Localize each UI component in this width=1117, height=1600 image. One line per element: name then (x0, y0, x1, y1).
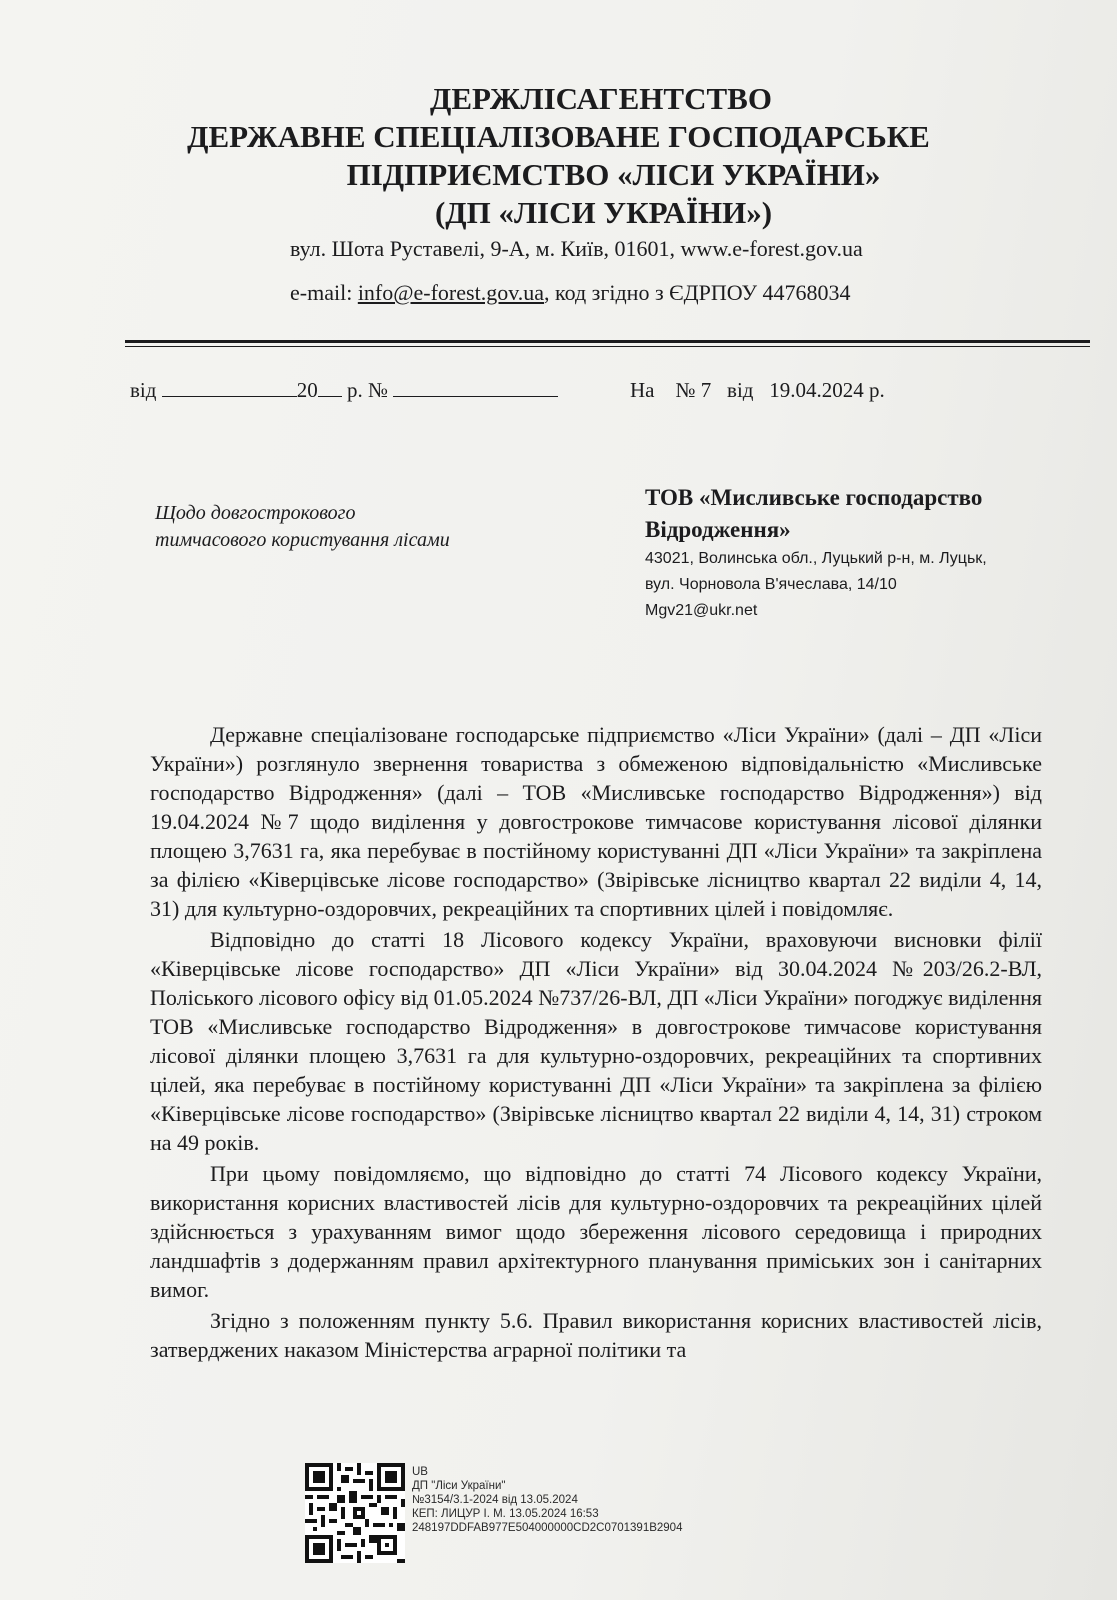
letterhead-rule-thick (125, 340, 1090, 343)
number-label: р. № (346, 378, 388, 402)
recipient-address-line2: вул. Чорновола В'ячеслава, 14/10 (645, 576, 897, 593)
stamp-line-1: UB (412, 1466, 428, 1478)
letterhead-address: вул. Шота Руставелі, 9-А, м. Київ, 01601, www.e-forest.gov.ua (290, 236, 863, 261)
email-link[interactable]: info@e-forest.gov.ua (357, 280, 545, 305)
outgoing-ref-line (130, 378, 558, 403)
paragraph-1: Державне спеціалізоване господарське підприємство «Ліси України» (далі – ДП «Ліси України») розглянуло звернення товариства з обмеженою відповідальністю «Мисливське господарство Відродження» (далі – ТОВ «Мисливське господарство Відродження») від 19.04.2024 №7 щодо виділення у довгострокове тимчасове користування лісової ділянки площею 3,7631 га, яка перебуває в постійному користуванні ДП «Ліси України» та закріплена за філією «Ківерцівське лісове господарство» (Звірівське лісництво квартал 22 виділи 4, 14, 31) для культурно-оздоровчих, рекреаційних та спортивних цілей і повідомляє. (150, 722, 1042, 921)
year-prefix: 20 (296, 378, 318, 402)
recipient-name: ТОВ «Мисливське господарство Відродження» (645, 485, 983, 542)
stamp-line-3: №3154/3.1-2024 від 13.05.2024 (412, 1494, 578, 1506)
paragraph-2: Відповідно до статті 18 Лісового кодексу України, враховуючи висновки філії «Ківерцівське лісове господарство» ДП «Ліси України» від 30.04.2024 №203/26.2-ВЛ, Поліського лісового офісу від 01.05.2024 №737/26-ВЛ, ДП «Ліси України» погоджує виділення ТОВ «Мисливське господарство Відродження» в довгострокове тимчасове користування лісової ділянки площею 3,7631 га для культурно-оздоровчих, рекреаційних та спортивних цілей, яка перебуває в постійному користуванні ДП «Ліси України» та закріплена за філією «Ківерцівське лісове господарство» (Звірівське лісництво квартал 22 виділи 4, 14, 31) строком на 49 років. (150, 927, 1042, 1155)
enterprise-name-line1: ДЕРЖАВНЕ СПЕЦІАЛІЗОВАНЕ ГОСПОДАРСЬКЕ (187, 119, 930, 154)
enterprise-short-name: (ДП «ЛІСИ УКРАЇНИ») (434, 195, 773, 230)
agency-name: ДЕРЖЛІСАГЕНТСТВО (430, 81, 772, 116)
letterhead-contact (290, 280, 851, 306)
letterhead-rule-thin (125, 346, 1090, 347)
letterhead (0, 80, 1117, 232)
from-label: від (130, 378, 157, 402)
e-signature-stamp (412, 1465, 682, 1535)
subject-line: Щодо довгострокового тимчасового користування лісами (155, 502, 450, 551)
recipient-email: Mgv21@ukr.net (645, 602, 758, 619)
edrpou-code: , код згідно з ЄДРПОУ 44768034 (544, 280, 851, 305)
incoming-ref-line (630, 378, 885, 403)
number-blank (393, 382, 558, 397)
paragraph-3: При цьому повідомляємо, що відповідно до статті 74 Лісового кодексу України, використання корисних властивостей лісів для культурно-оздоровчих та рекреаційних цілей здійснюється з урахуванням вимог щодо збереження лісового середовища і природних ландшафтів з додержанням правил архітектурного планування приміських зон і санітарних вимог. (150, 1161, 1042, 1302)
qr-code-icon (305, 1463, 405, 1563)
recipient-address-line1: 43021, Волинська обл., Луцький р-н, м. Луцьк, (645, 550, 987, 567)
answer-date: 19.04.2024 р. (769, 378, 885, 402)
answer-label: На (630, 378, 655, 402)
year-blank (318, 382, 342, 397)
answer-number: № 7 (675, 378, 712, 402)
paragraph-4: Згідно з положенням пункту 5.6. Правил використання корисних властивостей лісів, затверджених наказом Міністерства аграрної політики та (150, 1308, 1042, 1362)
letter-body (150, 720, 1042, 1366)
stamp-line-4: КЕП: ЛИЦУР І. М. 13.05.2024 16:53 (412, 1508, 599, 1520)
enterprise-name-line2: ПІДПРИЄМСТВО «ЛІСИ УКРАЇНИ» (346, 157, 881, 192)
date-blank (162, 382, 297, 397)
stamp-line-5: 248197DDFAB977E504000000CD2C0701391B2904 (412, 1522, 683, 1534)
stamp-line-2: ДП "Ліси України" (412, 1480, 506, 1492)
recipient-block (645, 482, 1075, 624)
answer-date-label: від (727, 378, 754, 402)
email-prefix: e-mail: (290, 280, 358, 305)
